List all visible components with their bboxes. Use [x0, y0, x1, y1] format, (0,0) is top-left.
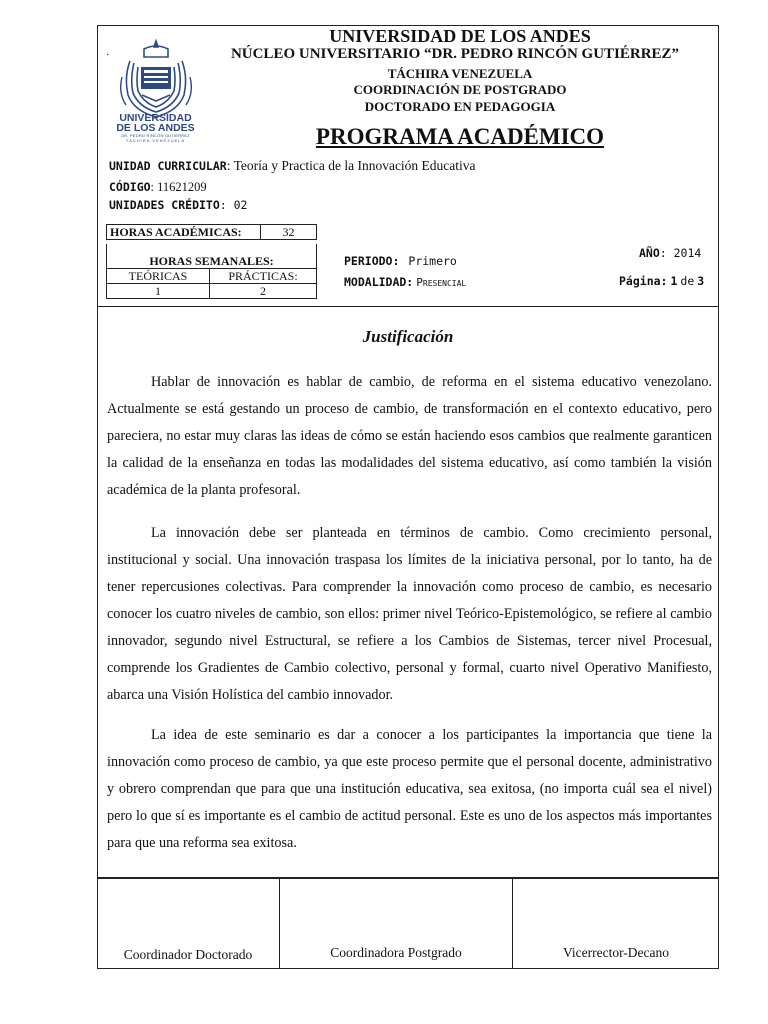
pagina-total: 3 [697, 274, 705, 288]
document-title: PROGRAMA ACADÉMICO [315, 124, 605, 149]
pagina-current: 1 [670, 274, 678, 288]
modalidad-label: MODALIDAD: [344, 275, 414, 289]
unidad-curricular-value: : Teoría y Practica de la Innovación Educativa [226, 158, 476, 173]
codigo-value: : 11621209 [150, 180, 207, 194]
signature-table [97, 877, 719, 969]
horas-semanales-label: HORAS SEMANALES: [107, 244, 317, 269]
periodo-row [344, 254, 457, 269]
logo-line3: DR. PEDRO RINCÓN GUTIÉRREZ [121, 133, 190, 138]
hours-weekly-table [106, 244, 317, 299]
logo-line1: UNIVERSIDAD [119, 112, 192, 124]
section-title: Justificación [362, 327, 454, 346]
paragraph-2 [107, 520, 712, 709]
signature-label: Vicerrector-Decano [562, 945, 670, 960]
paragraph-text: La innovación debe ser planteada en términos de cambio. Como crecimiento personal, institucional y social. Una innovación traspasa los límites de la iniciativa personal, por lo tanto, ha de tener repercusiones colectivas. Para comprender la innovación como proceso de cambio, es necesario conocer los cuatro niveles de cambio, son ellos: primer nivel Teórico-Epistemológico, se refiere al cambio innovador, segundo nivel Estructural, se refiere a los Cambios de Sistemas, tercer nivel Procesual, comprende los Gradientes de Cambio colectivo, personal y formal, cuarto nivel Operativo Manifiesto, abarca una Visión Holística del cambio innovador. [107, 525, 712, 703]
paragraph-text: Hablar de innovación es hablar de cambio, de reforma en el sistema educativo venezolano. Actualmente se está gestando un proceso de cambio, de transformación en el contexto educativo, pero pareciera, no estar muy claras las ideas de cómo se están haciendo esos cambios que realmente garanticen la calidad de la enseñanza en todas las modalidades del sistema educativo, así como también la visión académica de la planta profesoral. [107, 374, 712, 498]
signature-label: Coordinadora Postgrado [330, 945, 462, 960]
modalidad-value: Presencial [416, 276, 467, 289]
pagina-of: de [680, 274, 695, 288]
hours-table [106, 224, 317, 240]
creditos-label: UNIDADES CRÉDITO [109, 198, 220, 212]
signature-cell-vicerrector [513, 879, 719, 969]
unidad-curricular-row [109, 158, 476, 174]
pagina-label: Página: [619, 274, 668, 288]
stray-mark: · [106, 50, 110, 61]
university-name: UNIVERSIDAD DE LOS ANDES [329, 26, 591, 46]
pagina-row [619, 274, 704, 289]
practicas-value: 2 [210, 284, 317, 299]
paragraph-1 [107, 369, 712, 504]
signature-label: Coordinador Doctorado [123, 947, 253, 962]
anio-label: AÑO [639, 246, 660, 260]
coordination-name: COORDINACIÓN DE POSTGRADO [353, 82, 567, 97]
state-name: TÁCHIRA VENEZUELA [387, 66, 533, 81]
creditos-value: : 02 [219, 198, 248, 212]
teoricas-value: 1 [107, 284, 210, 299]
codigo-row [109, 179, 207, 195]
logo-wordmark [108, 113, 203, 143]
teoricas-label: TEÓRICAS [107, 269, 210, 284]
nucleo-name: NÚCLEO UNIVERSITARIO “DR. PEDRO RINCÓN GUTIÉRREZ” [230, 46, 680, 62]
periodo-label: PERIODO: [344, 254, 400, 268]
anio-value: : 2014 [659, 246, 702, 260]
anio-row [639, 246, 701, 261]
horas-academicas-value: 32 [261, 225, 317, 240]
signature-cell-coordinador [97, 879, 280, 969]
paragraph-3 [107, 722, 712, 857]
creditos-row [109, 197, 247, 213]
paragraph-text: La idea de este seminario es dar a conocer a los participantes la importancia que tiene la innovación como proceso de cambio, ya que este proceso permite que el personal docente, administrativo y obrero comprendan que para que una institución educativa, sea exitosa, (no importa cuál sea el nivel) pero lo que sí es importante es el cambio de actitud personal. Este es uno de los aspectos más importantes para que una reforma sea exitosa. [107, 727, 712, 851]
logo-line2: DE LOS ANDES [116, 122, 195, 134]
unidad-curricular-label: UNIDAD CURRICULAR [109, 159, 227, 173]
horas-academicas-label: HORAS ACADÉMICAS: [107, 225, 261, 240]
signature-cell-coordinadora [280, 879, 513, 969]
logo-line4: TÁCHIRA VENEZUELA [125, 138, 186, 143]
header-divider [97, 306, 719, 307]
codigo-label: CÓDIGO [109, 180, 151, 194]
program-name: DOCTORADO EN PEDAGOGIA [364, 99, 556, 114]
modalidad-row [344, 275, 466, 290]
practicas-label: PRÁCTICAS: [210, 269, 317, 284]
periodo-value: Primero [408, 254, 457, 268]
